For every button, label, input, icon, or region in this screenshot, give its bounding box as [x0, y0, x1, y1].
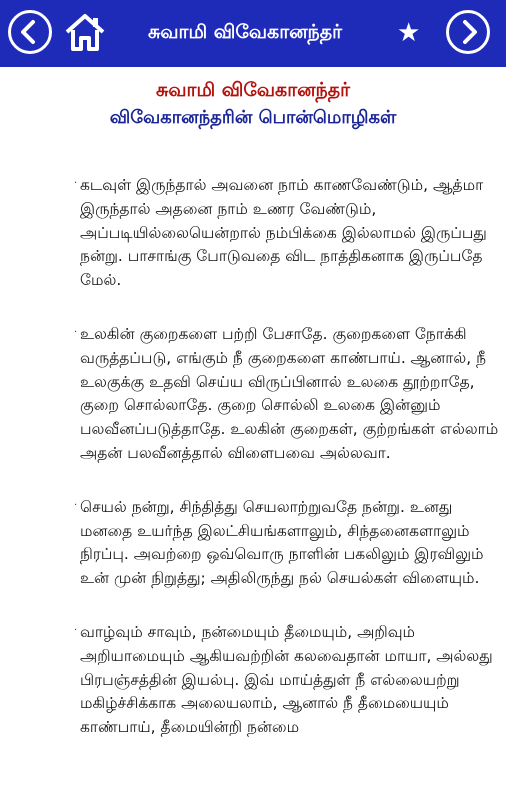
home-icon [64, 12, 106, 52]
quote-item [0, 323, 506, 466]
star-icon: ★ [397, 18, 421, 48]
chevron-right-icon [449, 13, 487, 51]
page-heading: சுவாமி விவேகானந்தர் [155, 79, 351, 101]
forward-button[interactable] [446, 10, 490, 54]
quote-text: உலகின் குறைகளை பற்றி பேசாதே. குறைகளை நோக்கி வருத்தப்படு, எங்கும் நீ குறைகளை காண்பாய். ஆனால், நீ உலகுக்கு உதவி செய்ய விருப்பினால் உலகை தூற்றாதே, குறை சொல்லாதே. குறை சொல்லி உலகை இன்னும் பலவீனப்படுத்தாதே. உலகின் குறைகள், குற்றங்கள் எல்லாம் அதன் பலவீனத்தால் விளைபவை அல்லவா. [80, 324, 499, 462]
home-button[interactable] [64, 12, 106, 52]
app-title: சுவாமி விவேகானந்தர் [147, 21, 343, 43]
quote-text: கடவுள் இருந்தால் அவனை நாம் காணவேண்டும், ஆத்மா இருந்தால் அதனை நாம் உணர வேண்டும், அப்படியில்லையென்றால் நம்பிக்கை இல்லாமல் இருப்பது நன்று. பாசாங்கு போடுவதை விட நாத்திகனாக இருப்பதே மேல். [80, 176, 487, 290]
app-bar [0, 0, 506, 67]
back-button[interactable] [8, 10, 52, 54]
quote-text: செயல் நன்று, சிந்தித்து செயலாற்றுவதே நன்று. உனது மனதை உயர்ந்த இலட்சியங்களாலும், சிந்தனைகளாலும் நிரப்பு. அவற்றை ஒவ்வொரு நாளின் பகலிலும் இரவிலும் உன் முன் நிறுத்து; அதிலிருந்து நல் செயல்கள் விளையும். [80, 497, 484, 588]
favorite-button[interactable] [397, 20, 420, 46]
quote-text: வாழ்வும் சாவும், நன்மையும் தீமையும், அறிவும் அறியாமையும் ஆகியவற்றின் கலவைதான் மாயா, அல்லது பிரபஞ்சத்தின் இயல்பு. இவ் மாய்த்துள் நீ எல்லையற்று மகிழ்ச்சிக்காக அலையலாம், ஆனால் நீ தீமையையும் காண்பாய், தீமையின்றி நன்மை [80, 622, 493, 737]
chevron-left-icon [11, 13, 49, 51]
bullet: · [74, 624, 78, 636]
page-subheading: விவேகானந்தரின் பொன்மொழிகள் [109, 107, 397, 128]
bullet: · [74, 499, 78, 511]
bullet: · [74, 326, 78, 338]
quote-item [0, 174, 506, 293]
quote-list [0, 174, 506, 770]
bullet: · [74, 178, 78, 189]
quote-item [0, 621, 506, 740]
quote-item [0, 496, 506, 591]
